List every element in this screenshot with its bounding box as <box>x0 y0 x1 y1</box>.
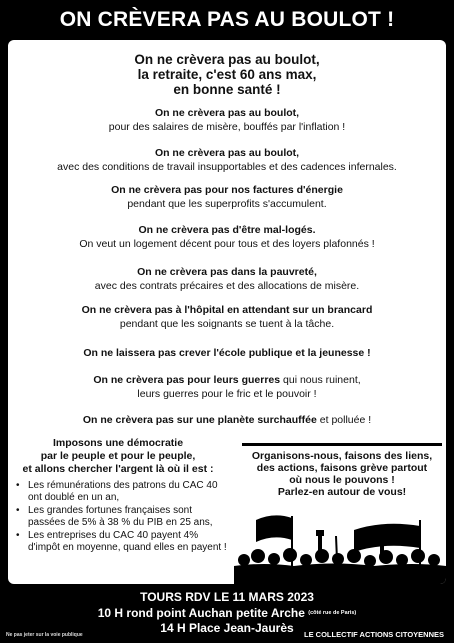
lead-block <box>8 52 446 97</box>
statement-2-normal: avec des conditions de travail insupportables et des cadences infernales. <box>57 161 397 173</box>
statement-9 <box>8 413 446 427</box>
rdv-line-1-note: (côté rue de Paris) <box>308 610 357 616</box>
organise-line-1: Organisons-nous, faisons des liens, <box>251 450 433 462</box>
statement-4 <box>8 223 446 251</box>
flag-icon <box>256 515 292 542</box>
rdv-line-1 <box>0 606 454 620</box>
statement-1 <box>8 106 446 134</box>
democracy-title <box>8 437 228 476</box>
statement-7-bold: On ne laissera pas crever l'école publique et la jeunesse ! <box>83 347 371 359</box>
democracy-list <box>8 480 228 554</box>
statement-7 <box>8 346 446 360</box>
statement-3 <box>8 183 446 211</box>
footer <box>0 584 454 643</box>
statement-5 <box>8 265 446 293</box>
statement-2 <box>8 146 446 174</box>
statement-9-bold: On ne crèvera pas sur une planète surchauffée <box>82 414 317 426</box>
democracy-title-line-1: Imposons une démocratie <box>52 437 184 449</box>
list-item: • Les entreprises du CAC 40 payent 4% d'impôt en moyenne, quand elles en payent ! <box>22 530 228 554</box>
protest-crowd-illustration <box>234 506 446 584</box>
collective-signature: LE COLLECTIF ACTIONS CITOYENNES <box>303 630 444 639</box>
statement-5-bold: On ne crèvera pas dans la pauvreté, <box>137 266 317 278</box>
organise-block <box>242 443 442 512</box>
flag-icon <box>354 524 420 552</box>
page-title: ON CRÈVERA PAS AU BOULOT ! <box>0 0 454 40</box>
list-item: • Les rémunérations des patrons du CAC 40 ont doublé en un an, <box>22 480 228 504</box>
statement-4-normal: On veut un logement décent pour tous et des loyers plafonnés ! <box>79 238 375 250</box>
statement-8-bold: On ne crèvera pas pour leurs guerres <box>93 374 281 386</box>
lead-line-2: la retraite, c'est 60 ans max, <box>137 67 317 82</box>
statement-8-tail: qui nous ruinent, <box>280 374 361 386</box>
statement-1-normal: pour des salaires de misère, bouffés par l'inflation ! <box>108 121 346 133</box>
statement-6-bold: On ne crèvera pas à l'hôpital en attendant sur un brancard <box>81 304 373 316</box>
rdv-title: TOURS RDV LE 11 MARS 2023 <box>140 590 314 604</box>
democracy-block <box>8 437 228 555</box>
list-item: • Les grandes fortunes françaises sont passées de 5% à 38 % du PIB en 25 ans, <box>22 505 228 529</box>
statement-3-bold: On ne crèvera pas pour nos factures d'énergie <box>111 184 343 196</box>
litter-note: Ne pas jeter sur la voie publique <box>6 632 83 638</box>
rdv-line-2: 14 H Place Jean-Jaurès <box>160 621 294 635</box>
statement-1-bold: On ne crèvera pas au boulot, <box>154 107 300 119</box>
statement-8-normal: leurs guerres pour le fric et le pouvoir ! <box>137 388 317 400</box>
statement-9-tail: et polluée ! <box>316 414 372 426</box>
democracy-title-line-2: par le peuple et pour le peuple, <box>40 450 196 462</box>
statement-6 <box>8 303 446 331</box>
poster-panel <box>8 40 446 584</box>
lead-line-3: en bonne santé ! <box>173 82 281 97</box>
statement-6-normal: pendant que les soignants se tuent à la tâche. <box>119 318 335 330</box>
organise-line-3: où nous le pouvons ! <box>289 474 395 486</box>
crowd-bodies <box>234 564 446 585</box>
statement-8 <box>8 373 446 401</box>
rdv-line-1-text: 10 H rond point Auchan petite Arche <box>97 606 305 620</box>
statement-5-normal: avec des contrats précaires et des allocations de misère. <box>94 280 360 292</box>
organise-line-4: Parlez-en autour de vous! <box>277 486 407 498</box>
organise-line-2: des actions, faisons grève partout <box>256 462 428 474</box>
lead-line-1: On ne crèvera pas au boulot, <box>134 52 320 67</box>
statement-4-bold: On ne crèvera pas d'être mal-logés. <box>138 224 316 236</box>
democracy-title-line-3: et allons chercher l'argent là où il est : <box>22 463 214 475</box>
statement-2-bold: On ne crèvera pas au boulot, <box>154 147 300 159</box>
statement-3-normal: pendant que les superprofits s'accumulent. <box>127 198 327 210</box>
